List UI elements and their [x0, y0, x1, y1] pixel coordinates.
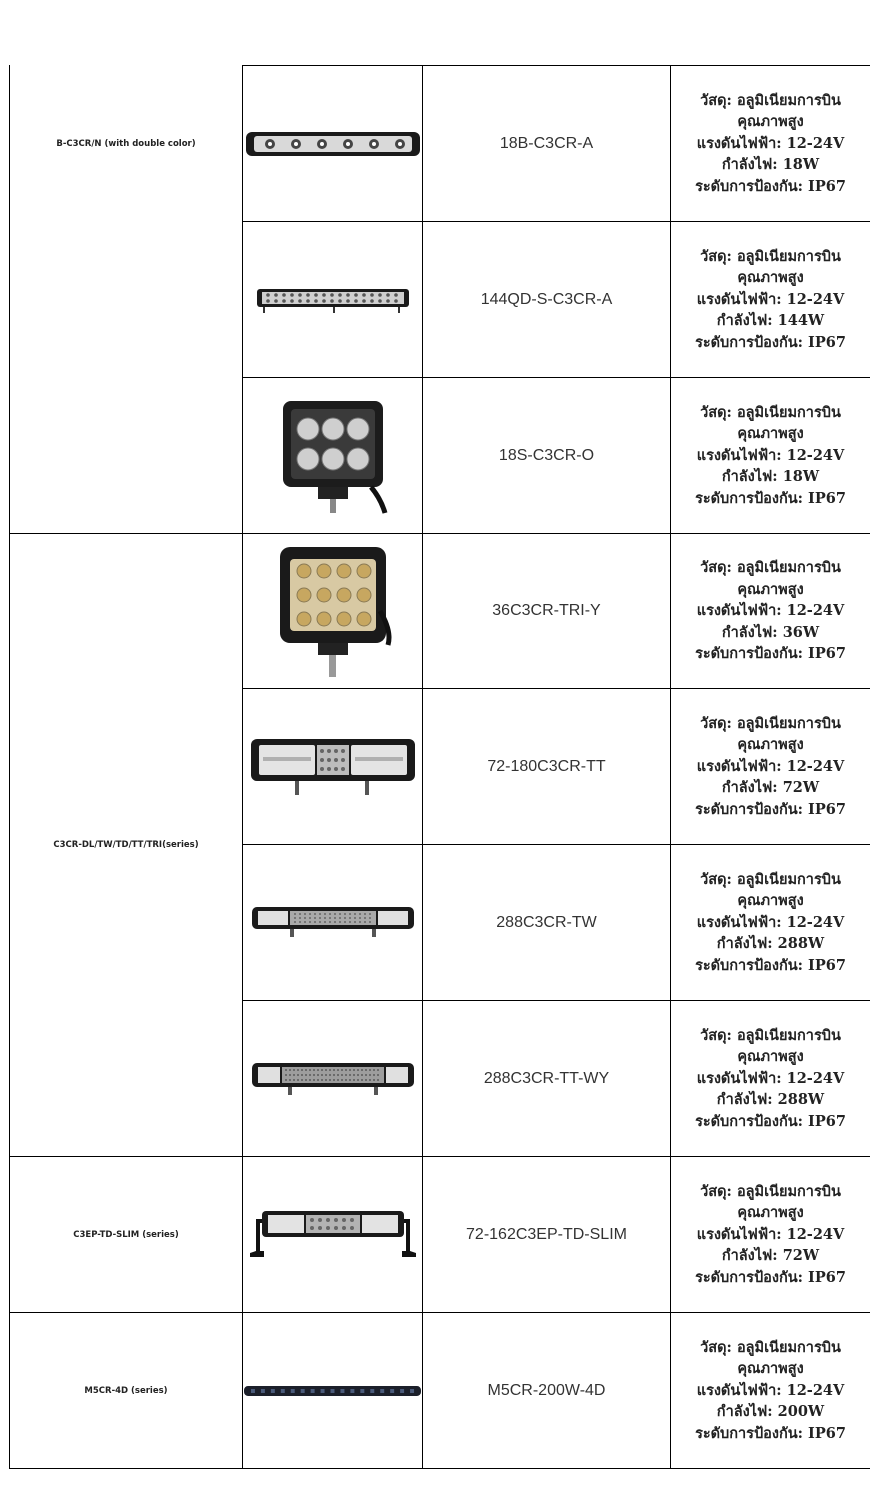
product-image-cell: [243, 845, 422, 1000]
spec-cell: [671, 66, 870, 221]
model-cell: [423, 66, 670, 221]
spec-material: วัสดุ: อลูมิเนียมการบิน: [700, 91, 841, 109]
product-image-cell: [243, 534, 422, 688]
product-image-cell: [243, 66, 422, 221]
spec-quality: คุณภาพสูง: [737, 113, 804, 131]
model-cell: [423, 222, 670, 377]
product-image-cell: [243, 1313, 422, 1468]
model-cell: [423, 1313, 670, 1468]
spec-material: วัสดุ: อลูมิเนียมการบิน: [700, 1338, 841, 1356]
series-label: C3CR-DL/TW/TD/TT/TRI(series): [53, 840, 199, 850]
spec-protection: ระดับการป้องกัน: IP67: [695, 1268, 846, 1286]
light-bar-double-row-icon: [255, 283, 411, 317]
spec-protection: ระดับการป้องกัน: IP67: [695, 800, 846, 818]
spec-power: กำลังไฟ: 18W: [721, 156, 820, 174]
series-cell: [10, 1313, 242, 1468]
spec-material: วัสดุ: อลูมิเนียมการบิน: [700, 1182, 841, 1200]
spec-quality: คุณภาพสูง: [737, 892, 804, 910]
light-bar-triple-row-icon: [249, 735, 417, 799]
product-image-cell: [243, 689, 422, 844]
spec-power: กำลังไฟ: 72W: [721, 779, 820, 797]
model-number: 288C3CR-TT-WY: [483, 1069, 610, 1087]
spec-quality: คุณภาพสูง: [737, 1204, 804, 1222]
spec-power: กำลังไฟ: 144W: [716, 312, 825, 330]
spec-cell: [671, 222, 870, 377]
spec-power: กำลังไฟ: 200W: [716, 1403, 825, 1421]
spec-quality: คุณภาพสูง: [737, 1048, 804, 1066]
model-number: M5CR-200W-4D: [487, 1381, 606, 1399]
product-image-cell: [243, 1157, 422, 1312]
spec-protection: ระดับการป้องกัน: IP67: [695, 1112, 846, 1130]
spec-protection: ระดับการป้องกัน: IP67: [695, 1424, 846, 1442]
light-bar-bracket-icon: [248, 1205, 418, 1265]
spec-quality: คุณภาพสูง: [737, 269, 804, 287]
series-label: C3EP-TD-SLIM (series): [73, 1229, 179, 1240]
spec-protection: ระดับการป้องกัน: IP67: [695, 645, 846, 663]
spec-power: กำลังไฟ: 288W: [716, 1091, 825, 1109]
spec-power: กำลังไฟ: 72W: [721, 1247, 820, 1265]
spec-voltage: แรงดันไฟฟ้า: 12-24V: [696, 1225, 845, 1243]
series-cell: [10, 66, 242, 221]
light-bar-long-icon: [250, 903, 416, 943]
model-cell: [423, 1001, 670, 1156]
spec-material: วัสดุ: อลูมิเนียมการบิน: [700, 559, 841, 577]
model-cell: [423, 378, 670, 533]
spec-material: วัสดุ: อลูมิเนียมการบิน: [700, 1026, 841, 1044]
cube-light-6-led-icon: [273, 395, 393, 517]
spec-cell: [671, 378, 870, 533]
spec-voltage: แรงดันไฟฟ้า: 12-24V: [696, 1069, 845, 1087]
spec-protection: ระดับการป้องกัน: IP67: [695, 489, 846, 507]
spec-material: วัสดุ: อลูมิเนียมการบิน: [700, 403, 841, 421]
model-cell: [423, 689, 670, 844]
spec-material: วัสดุ: อลูมิเนียมการบิน: [700, 870, 841, 888]
product-image-cell: [243, 1001, 422, 1156]
spec-quality: คุณภาพสูง: [737, 580, 804, 598]
table-border-bottom: [9, 1468, 870, 1469]
model-number: 144QD-S-C3CR-A: [480, 290, 613, 308]
model-cell: [423, 1157, 670, 1312]
spec-cell: [671, 1313, 870, 1468]
spec-voltage: แรงดันไฟฟ้า: 12-24V: [696, 913, 845, 931]
spec-voltage: แรงดันไฟฟ้า: 12-24V: [696, 134, 845, 152]
spec-voltage: แรงดันไฟฟ้า: 12-24V: [696, 446, 845, 464]
spec-cell: [671, 534, 870, 688]
light-bar-long-icon: [250, 1059, 416, 1099]
spec-cell: [671, 689, 870, 844]
spec-voltage: แรงดันไฟฟ้า: 12-24V: [696, 602, 845, 620]
spec-cell: [671, 1157, 870, 1312]
spec-power: กำลังไฟ: 288W: [716, 935, 825, 953]
light-bar-slim-icon: [243, 1383, 422, 1399]
series-label: B-C3CR/N (with double color): [56, 138, 196, 149]
model-cell: [423, 534, 670, 688]
spec-quality: คุณภาพสูง: [737, 736, 804, 754]
model-number: 72-180C3CR-TT: [487, 757, 606, 775]
model-number: 288C3CR-TW: [496, 913, 597, 931]
model-number: 18B-C3CR-A: [499, 134, 594, 152]
model-cell: [423, 845, 670, 1000]
series-cell: [10, 1157, 242, 1312]
cube-light-12-led-icon: [268, 541, 398, 681]
spec-power: กำลังไฟ: 36W: [721, 623, 820, 641]
spec-voltage: แรงดันไฟฟ้า: 12-24V: [696, 290, 845, 308]
model-number: 72-162C3EP-TD-SLIM: [466, 1225, 627, 1243]
spec-protection: ระดับการป้องกัน: IP67: [695, 956, 846, 974]
spec-quality: คุณภาพสูง: [737, 425, 804, 443]
spec-quality: คุณภาพสูง: [737, 1360, 804, 1378]
spec-voltage: แรงดันไฟฟ้า: 12-24V: [696, 757, 845, 775]
model-number: 18S-C3CR-O: [498, 446, 595, 464]
light-bar-6-led-icon: [244, 124, 422, 164]
spec-material: วัสดุ: อลูมิเนียมการบิน: [700, 247, 841, 265]
model-number: 36C3CR-TRI-Y: [492, 602, 601, 619]
spec-protection: ระดับการป้องกัน: IP67: [695, 177, 846, 195]
spec-cell: [671, 1001, 870, 1156]
series-label: M5CR-4D (series): [84, 1385, 168, 1396]
spec-material: วัสดุ: อลูมิเนียมการบิน: [700, 714, 841, 732]
product-image-cell: [243, 378, 422, 533]
spec-protection: ระดับการป้องกัน: IP67: [695, 333, 846, 351]
series-cell: [10, 534, 242, 1156]
spec-voltage: แรงดันไฟฟ้า: 12-24V: [696, 1381, 845, 1399]
spec-power: กำลังไฟ: 18W: [721, 468, 820, 486]
product-image-cell: [243, 222, 422, 377]
spec-cell: [671, 845, 870, 1000]
